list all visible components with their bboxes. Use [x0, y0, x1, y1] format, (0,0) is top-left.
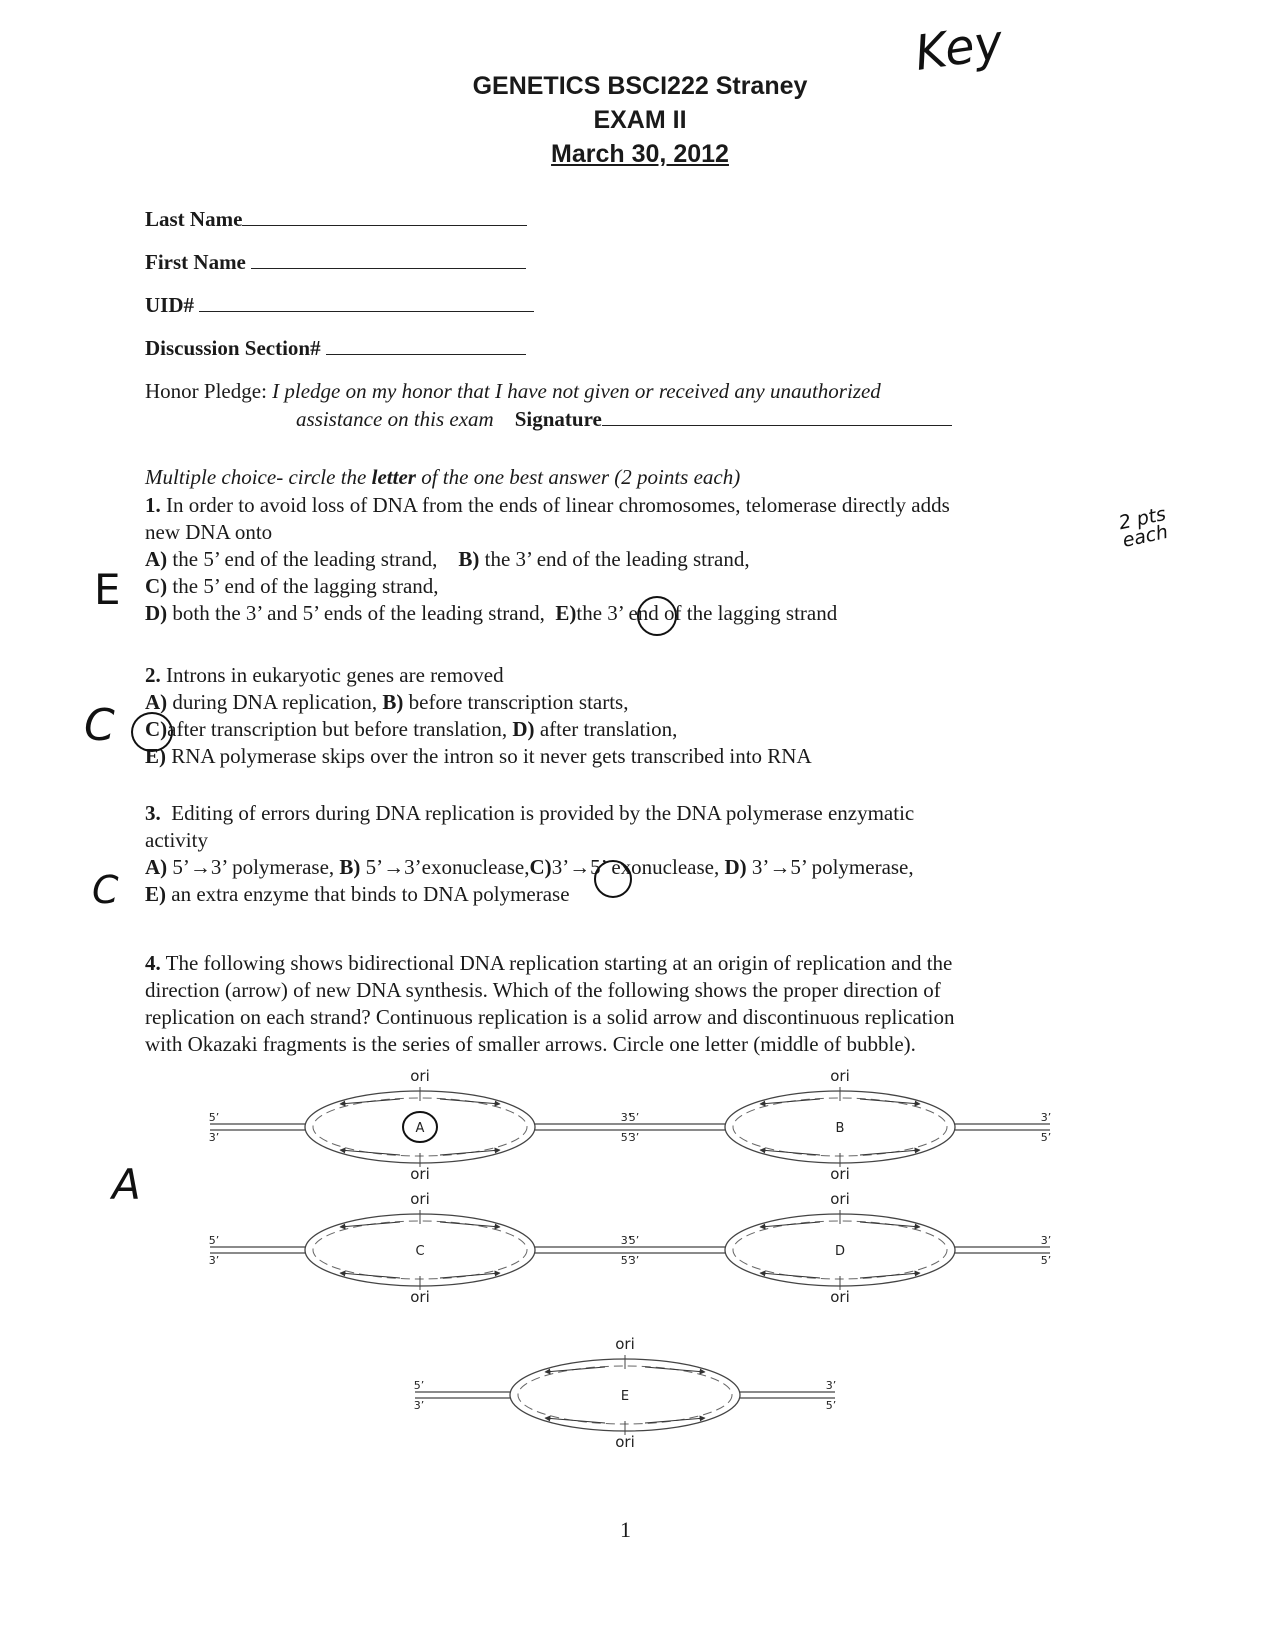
arrow-bottom-right-c: [440, 1273, 500, 1278]
honor-label: Honor Pledge:: [145, 379, 267, 403]
three-prime-left-b: 3’: [628, 1131, 640, 1144]
arrow-top-left-a: [340, 1099, 400, 1104]
five-prime-left-a: 5’: [208, 1111, 220, 1124]
ori-label-top-c: ori: [410, 1190, 430, 1208]
five-prime-right-b: 5’: [1040, 1131, 1052, 1144]
bubble-letter-d: D: [834, 1244, 846, 1259]
exam-title-line1: GENETICS BSCI222 Straney: [472, 72, 808, 100]
bubble-letter-c: C: [415, 1244, 425, 1259]
honor-text-2: assistance on this exam: [296, 407, 494, 431]
three-prime-left-a: 3’: [208, 1131, 220, 1144]
three-prime-left-c: 3’: [208, 1254, 220, 1267]
q4-handwritten-answer: A: [112, 1160, 141, 1209]
three-prime-left-d: 3’: [628, 1254, 640, 1267]
q2-option-c[interactable]: C): [145, 717, 168, 741]
question-4: 4. The following shows bidirectional DNA replication starting at an origin of replication and the direction (arrow) of new DNA synthesis. Which of the following shows the proper direction of replication on each strand? Continuous replication is a solid arrow and discontinuous replication with Okazaki fragments is the series of smaller arrows. Circle one letter (middle of bubble).: [145, 951, 955, 1056]
discussion-label: Discussion Section#: [145, 336, 321, 360]
last-name-label: Last Name: [145, 207, 243, 231]
ori-label-top-b: ori: [830, 1067, 850, 1085]
q2-handwritten-answer: C: [84, 700, 115, 751]
arrow-bottom-right-e: [645, 1418, 705, 1423]
arrow-top-right-c: [440, 1222, 500, 1227]
exam-title-line2: EXAM II: [593, 106, 687, 134]
five-prime-right-a: 5’: [620, 1131, 632, 1144]
question-2: 2. Introns in eukaryotic genes are removed A) during DNA replication, B) before transcription starts, C)after transcription but before translation, D) after translation, E) RNA polymerase skips over the intron so it never gets transcribed into RNA: [145, 663, 812, 768]
bubble-letter-a: A: [415, 1121, 425, 1136]
first-name-label: First Name: [145, 250, 246, 274]
q3-handwritten-answer: C: [92, 868, 119, 912]
arrow-top-left-b: [760, 1099, 820, 1104]
ori-label-top-e: ori: [615, 1335, 635, 1353]
five-prime-right-d: 5’: [1040, 1254, 1052, 1267]
three-prime-left-e: 3’: [413, 1399, 425, 1412]
three-prime-right-a: 3’: [620, 1111, 632, 1124]
five-prime-right-c: 5’: [620, 1254, 632, 1267]
three-prime-right-d: 3’: [1040, 1234, 1052, 1247]
arrow-bottom-right-a: [440, 1150, 500, 1155]
signature-label: Signature: [514, 407, 602, 431]
arrow-bottom-left-a: [340, 1150, 400, 1155]
uid-label: UID#: [145, 293, 195, 317]
five-prime-left-b: 5’: [628, 1111, 640, 1124]
arrow-bottom-left-e: [545, 1418, 605, 1423]
arrow-bottom-left-c: [340, 1273, 400, 1278]
five-prime-left-c: 5’: [208, 1234, 220, 1247]
arrow-bottom-right-d: [860, 1273, 920, 1278]
bubble-letter-b: B: [835, 1121, 845, 1136]
bubble-letter-e: E: [620, 1389, 630, 1404]
question-1: 1. In order to avoid loss of DNA from the ends of linear chromosomes, telomerase directly adds new DNA onto A) the 5’ end of the leading strand, B) the 3’ end of the leading strand, C) the 5’ end of the lagging strand, D) both the 3’ and 5’ ends of the leading strand, E)the 3’ end of the lagging strand: [145, 493, 950, 625]
ori-label-top-a: ori: [410, 1067, 430, 1085]
key-handwritten-mark: Key: [911, 14, 1007, 82]
arrow-top-right-a: [440, 1099, 500, 1104]
question-3: 3. Editing of errors during DNA replication is provided by the DNA polymerase enzymatic activity A) 5’→3’ polymerase, B) 5’→3’exonuclease,C)3’→5’ exonuclease, D) 3’→5’ polymerase, E) an extra enzyme that binds to DNA polymerase: [145, 801, 915, 906]
q1-option-e[interactable]: E): [555, 601, 577, 625]
ori-label-bottom-b: ori: [830, 1165, 850, 1183]
ori-label-bottom-d: ori: [830, 1288, 850, 1306]
ori-label-bottom-a: ori: [410, 1165, 430, 1183]
exam-date: March 30, 2012: [551, 140, 729, 168]
arrow-bottom-left-d: [760, 1273, 820, 1278]
arrow-bottom-left-b: [760, 1150, 820, 1155]
arrow-top-right-e: [645, 1367, 705, 1372]
arrow-top-left-d: [760, 1222, 820, 1227]
honor-text-1: I pledge on my honor that I have not given or received any unauthorized: [272, 379, 881, 403]
points-note: 2 pts each: [1116, 502, 1170, 552]
arrow-top-left-e: [545, 1367, 605, 1372]
page-number: 1: [620, 1517, 631, 1542]
five-prime-left-d: 5’: [628, 1234, 640, 1247]
ori-label-top-d: ori: [830, 1190, 850, 1208]
arrow-top-right-d: [860, 1222, 920, 1227]
q1-handwritten-answer: E: [94, 565, 121, 614]
arrow-top-right-b: [860, 1099, 920, 1104]
arrow-top-left-c: [340, 1222, 400, 1227]
q3-option-c[interactable]: C): [529, 855, 552, 879]
three-prime-right-c: 3’: [620, 1234, 632, 1247]
three-prime-right-e: 3’: [825, 1379, 837, 1392]
three-prime-right-b: 3’: [1040, 1111, 1052, 1124]
ori-label-bottom-c: ori: [410, 1288, 430, 1306]
instructions: Multiple choice- circle the letter of the one best answer (2 points each): [145, 465, 741, 489]
five-prime-right-e: 5’: [825, 1399, 837, 1412]
ori-label-bottom-e: ori: [615, 1433, 635, 1451]
arrow-bottom-right-b: [860, 1150, 920, 1155]
five-prime-left-e: 5’: [413, 1379, 425, 1392]
